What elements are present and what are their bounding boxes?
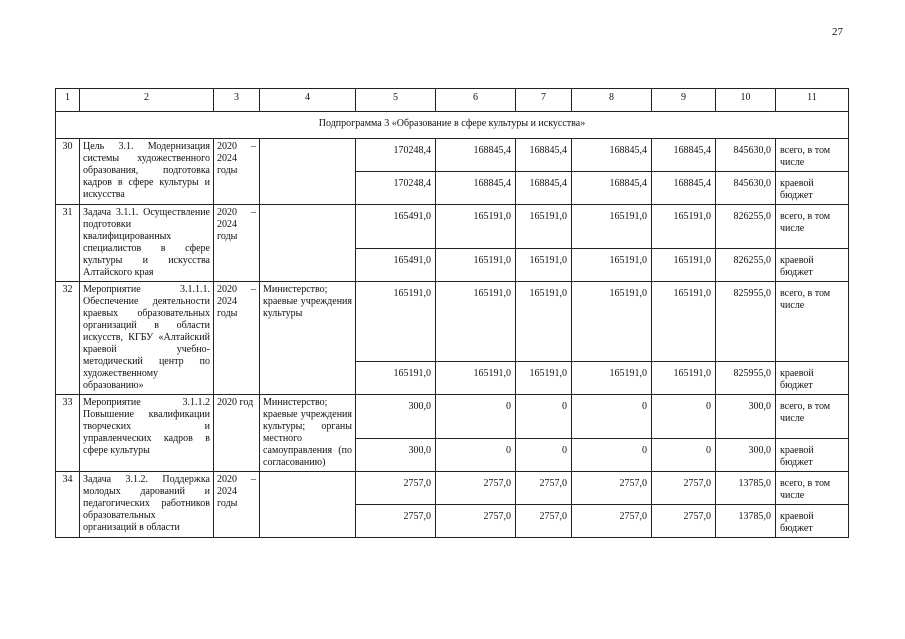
funding-value: 826255,0 [716,249,776,282]
funding-value: 2757,0 [356,472,436,505]
item-period: 2020 – 2024 годы [214,139,260,205]
funding-value: 170248,4 [356,172,436,205]
column-header: 6 [436,89,516,112]
funding-value: 168845,4 [436,139,516,172]
funding-value: 165191,0 [516,282,572,362]
item-name: Мероприятие 3.1.1.1. Обеспечение деятельности краевых образовательных организаций в области искусств, КГБУ «Алтайский краевой учебно-методический центр по художественному образованию» [80,282,214,395]
column-header: 7 [516,89,572,112]
item-executor [260,205,356,282]
row-number: 32 [56,282,80,395]
funding-value: 13785,0 [716,472,776,505]
row-number: 30 [56,139,80,205]
funding-value: 165191,0 [572,282,652,362]
funding-value: 168845,4 [652,172,716,205]
funding-source: всего, в том числе [776,395,849,439]
funding-value: 165191,0 [436,282,516,362]
item-name: Мероприятие 3.1.1.2 Повышение квалификации творческих и управленческих кадров в сфере культуры [80,395,214,472]
funding-value: 2757,0 [572,472,652,505]
column-header: 1 [56,89,80,112]
item-name: Цель 3.1. Модернизация системы художественного образования, подготовка кадров в сфере культуры и искусства [80,139,214,205]
table-row [56,472,849,505]
funding-value: 165191,0 [516,362,572,395]
funding-value: 300,0 [356,439,436,472]
funding-value: 2757,0 [436,472,516,505]
funding-value: 165191,0 [652,249,716,282]
funding-value: 168845,4 [516,172,572,205]
funding-value: 165191,0 [516,249,572,282]
funding-value: 165191,0 [572,249,652,282]
funding-source: краевой бюджет [776,249,849,282]
subprogram-row [56,112,849,139]
item-executor: Министерство; краевые учреждения культуры; органы местного самоуправления (по согласованию) [260,395,356,472]
funding-value: 0 [572,395,652,439]
funding-value: 826255,0 [716,205,776,249]
funding-value: 845630,0 [716,139,776,172]
funding-value: 165191,0 [436,249,516,282]
funding-value: 165191,0 [516,205,572,249]
funding-value: 300,0 [716,395,776,439]
funding-value: 825955,0 [716,282,776,362]
funding-value: 2757,0 [652,505,716,538]
funding-value: 168845,4 [652,139,716,172]
item-period: 2020 – 2024 годы [214,282,260,395]
item-executor: Министерство; краевые учреждения культуры [260,282,356,395]
funding-value: 845630,0 [716,172,776,205]
column-header: 5 [356,89,436,112]
funding-value: 165191,0 [652,282,716,362]
funding-value: 0 [436,439,516,472]
funding-value: 165191,0 [652,205,716,249]
funding-value: 168845,4 [436,172,516,205]
funding-value: 0 [436,395,516,439]
funding-value: 168845,4 [572,139,652,172]
funding-source: краевой бюджет [776,362,849,395]
funding-source: краевой бюджет [776,172,849,205]
table-row [56,282,849,362]
funding-value: 165191,0 [572,362,652,395]
header-row [56,89,849,112]
funding-value: 2757,0 [356,505,436,538]
page-number: 27 [832,26,843,38]
column-header: 9 [652,89,716,112]
funding-value: 2757,0 [516,505,572,538]
column-header: 10 [716,89,776,112]
column-header: 8 [572,89,652,112]
item-period: 2020 – 2024 годы [214,472,260,538]
funding-value: 0 [516,395,572,439]
funding-value: 0 [516,439,572,472]
column-header: 4 [260,89,356,112]
item-period: 2020 – 2024 годы [214,205,260,282]
funding-value: 165191,0 [356,362,436,395]
funding-value: 2757,0 [652,472,716,505]
item-period: 2020 год [214,395,260,472]
funding-value: 170248,4 [356,139,436,172]
row-number: 33 [56,395,80,472]
funding-value: 2757,0 [572,505,652,538]
funding-value: 165491,0 [356,205,436,249]
funding-source: всего, в том числе [776,139,849,172]
item-executor [260,472,356,538]
funding-value: 168845,4 [572,172,652,205]
funding-value: 165191,0 [652,362,716,395]
funding-source: всего, в том числе [776,205,849,249]
funding-value: 165191,0 [436,205,516,249]
item-name: Задача 3.1.1. Осуществление подготовки квалифицированных специалистов в сфере культуры и искусства Алтайского края [80,205,214,282]
column-header: 11 [776,89,849,112]
funding-value: 825955,0 [716,362,776,395]
funding-value: 165191,0 [356,282,436,362]
funding-value: 0 [652,439,716,472]
funding-value: 2757,0 [516,472,572,505]
funding-value: 0 [652,395,716,439]
funding-source: краевой бюджет [776,505,849,538]
funding-value: 0 [572,439,652,472]
row-number: 31 [56,205,80,282]
item-name: Задача 3.1.2. Поддержка молодых дарований и педагогических работников образовательных организаций в области [80,472,214,538]
table-row [56,205,849,249]
funding-value: 165191,0 [572,205,652,249]
funding-value: 300,0 [356,395,436,439]
subprogram-title: Подпрограмма 3 «Образование в сфере культуры и искусства» [56,112,849,139]
funding-value: 165191,0 [436,362,516,395]
program-table [55,88,849,538]
funding-source: всего, в том числе [776,282,849,362]
funding-value: 168845,4 [516,139,572,172]
funding-value: 2757,0 [436,505,516,538]
item-executor [260,139,356,205]
column-header: 2 [80,89,214,112]
column-header: 3 [214,89,260,112]
table-row [56,139,849,172]
funding-value: 13785,0 [716,505,776,538]
funding-value: 165491,0 [356,249,436,282]
funding-value: 300,0 [716,439,776,472]
funding-source: краевой бюджет [776,439,849,472]
table-row [56,395,849,439]
row-number: 34 [56,472,80,538]
funding-source: всего, в том числе [776,472,849,505]
